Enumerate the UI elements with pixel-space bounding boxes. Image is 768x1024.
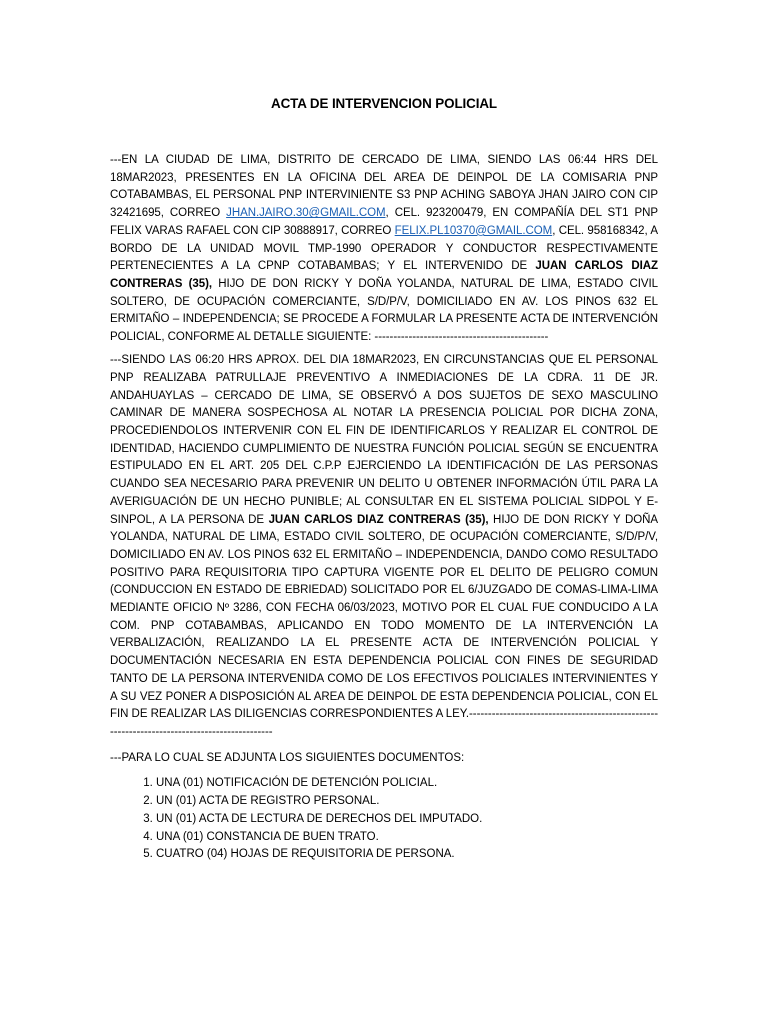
intervened-name-2: JUAN CARLOS DIAZ CONTRERAS (35), — [268, 513, 489, 526]
paragraph-intro-text-1: ---EN LA CIUDAD DE LIMA, DISTRITO DE CERCADO DE LIMA, SIENDO LAS 06:44 HRS DEL 18MAR2023, PRESENTES EN LA OFICINA DEL AREA DE DEINPOL DE LA COMISARIA PNP COTABAMBAS, EL PERSONAL PNP INTERVINIENTE S3 PNP ACHING SABOYA JHAN JAIRO CON CIP 32421695, CORREO — [110, 154, 658, 220]
attachments-list — [110, 775, 658, 864]
email-link-2[interactable]: FELIX.PL10370@GMAIL.COM — [394, 224, 553, 237]
email-link-1[interactable]: JHAN.JAIRO.30@GMAIL.COM — [226, 207, 386, 220]
document-title: ACTA DE INTERVENCION POLICIAL — [271, 96, 497, 111]
paragraph-facts-text-2: HIJO DE DON RICKY Y DOÑA YOLANDA, NATURAL DE LIMA, ESTADO CIVIL SOLTERO, DE OCUPACIÓN COMERCIANTE, S/D/P/V, DOMICILIADO EN AV. LOS PINOS 632 EL ERMITAÑO – INDEPENDENCIA, DANDO COMO RESULTADO POSITIVO PARA REQUISITORIA TIPO CAPTURA VIGENTE POR EL DELITO DE PELIGRO COMUN (CONDUCCION EN ESTADO DE EBRIEDAD) SOLICITADO POR EL 6/JUZGADO DE COMAS-LIMA-LIMA MEDIANTE OFICIO Nº 3286, CON FECHA 06/03/2023, MOTIVO POR EL CUAL FUE CONDUCIDO A LA COM. PNP COTABAMBAS, APLICANDO EN TODO MOMENTO DE LA INTERVENCIÓN LA VERBALIZACIÓN, REALIZANDO LA EL PRESENTE ACTA DE INTERVENCIÓN POLICIAL Y DOCUMENTACIÓN NECESARIA EN ESTA DEPENDENCIA POLICIAL CON FINES DE SEGURIDAD TANTO DE LA PERSONA INTERVENIDA COMO DE LOS EFECTIVOS POLICIALES INTERVINIENTES Y A SU VEZ PONER A DISPOSICIÓN AL AREA DE DEINPOL DE ESTA DEPENDENCIA POLICIAL, CON EL FIN DE REALIZAR LAS DILIGENCIAS CORRESPONDIENTES A LEY.--------------------------------------------------------------------------------------------- — [110, 513, 658, 738]
attachment-item: 5. CUATRO (04) HOJAS DE REQUISITORIA DE PERSONA. — [156, 846, 658, 864]
paragraph-facts — [110, 352, 658, 741]
paragraph-intro-text-3: , CEL. 958168342, A BORDO DE LA UNIDAD MOVIL TMP-1990 OPERADOR Y CONDUCTOR RESPECTIVAMENTE PERTENECIENTES A LA CPNP COTABAMBAS; Y EL INTERVENIDO DE — [110, 224, 658, 273]
paragraph-intro — [110, 152, 658, 347]
attachment-item: 1. UNA (01) NOTIFICACIÓN DE DETENCIÓN POLICIAL. — [156, 775, 658, 793]
paragraph-intro-text-4: HIJO DE DON RICKY Y DOÑA YOLANDA, NATURAL DE LIMA, ESTADO CIVIL SOLTERO, DE OCUPACIÓN COMERCIANTE, S/D/P/V, DOMICILIADO EN AV. LOS PINOS 632 EL ERMITAÑO – INDEPENDENCIA; SE PROCEDE A FORMULAR LA PRESENTE ACTA DE INTERVENCIÓN POLICIAL, CONFORME AL DETALLE SIGUIENTE: ---------------------------------------------- — [110, 277, 658, 344]
intervened-name: JUAN CARLOS DIAZ CONTRERAS (35), — [110, 260, 658, 290]
attachment-item: 2. UN (01) ACTA DE REGISTRO PERSONAL. — [156, 793, 658, 811]
paragraph-facts-text-1: ---SIENDO LAS 06:20 HRS APROX. DEL DIA 18MAR2023, EN CIRCUNSTANCIAS QUE EL PERSONAL PNP REALIZABA PATRULLAJE PREVENTIVO A INMEDIACIONES DE LA CDRA. 11 DE JR. ANDAHUAYLAS – CERCADO DE LIMA, SE OBSERVÓ A DOS SUJETOS DE SEXO MASCULINO CAMINAR DE MANERA SOSPECHOSA AL NOTAR LA PRESENCIA POLICIAL POR DICHA ZONA, PROCEDIENDOLOS INTERVENIR CON EL FIN DE IDENTIFICARLOS Y REALIZAR EL CONTROL DE IDENTIDAD, HACIENDO CUMPLIMIENTO DE NUESTRA FUNCIÓN POLICIAL SEGÚN SE ENCUENTRA ESTIPULADO EN EL ART. 205 DEL C.P.P EJERCIENDO LA IDENTIFICACIÓN DE LAS PERSONAS CUANDO SEA NECESARIO PARA PREVENIR UN DELITO U OBTENER INFORMACIÓN ÚTIL PARA LA AVERIGUACIÓN DE UN HECHO PUNIBLE; AL CONSULTAR EN EL SISTEMA POLICIAL SIDPOL Y E-SINPOL, A LA PERSONA DE — [110, 354, 658, 526]
paragraph-intro-text-2: , CEL. 923200479, EN COMPAÑÍA DEL ST1 PNP FELIX VARAS RAFAEL CON CIP 30888917, CORREO — [110, 207, 658, 237]
attachment-item: 3. UN (01) ACTA DE LECTURA DE DERECHOS DEL IMPUTADO. — [156, 811, 658, 829]
attachment-item: 4. UNA (01) CONSTANCIA DE BUEN TRATO. — [156, 829, 658, 847]
attachments-intro: ---PARA LO CUAL SE ADJUNTA LOS SIGUIENTES DOCUMENTOS: — [110, 751, 465, 764]
